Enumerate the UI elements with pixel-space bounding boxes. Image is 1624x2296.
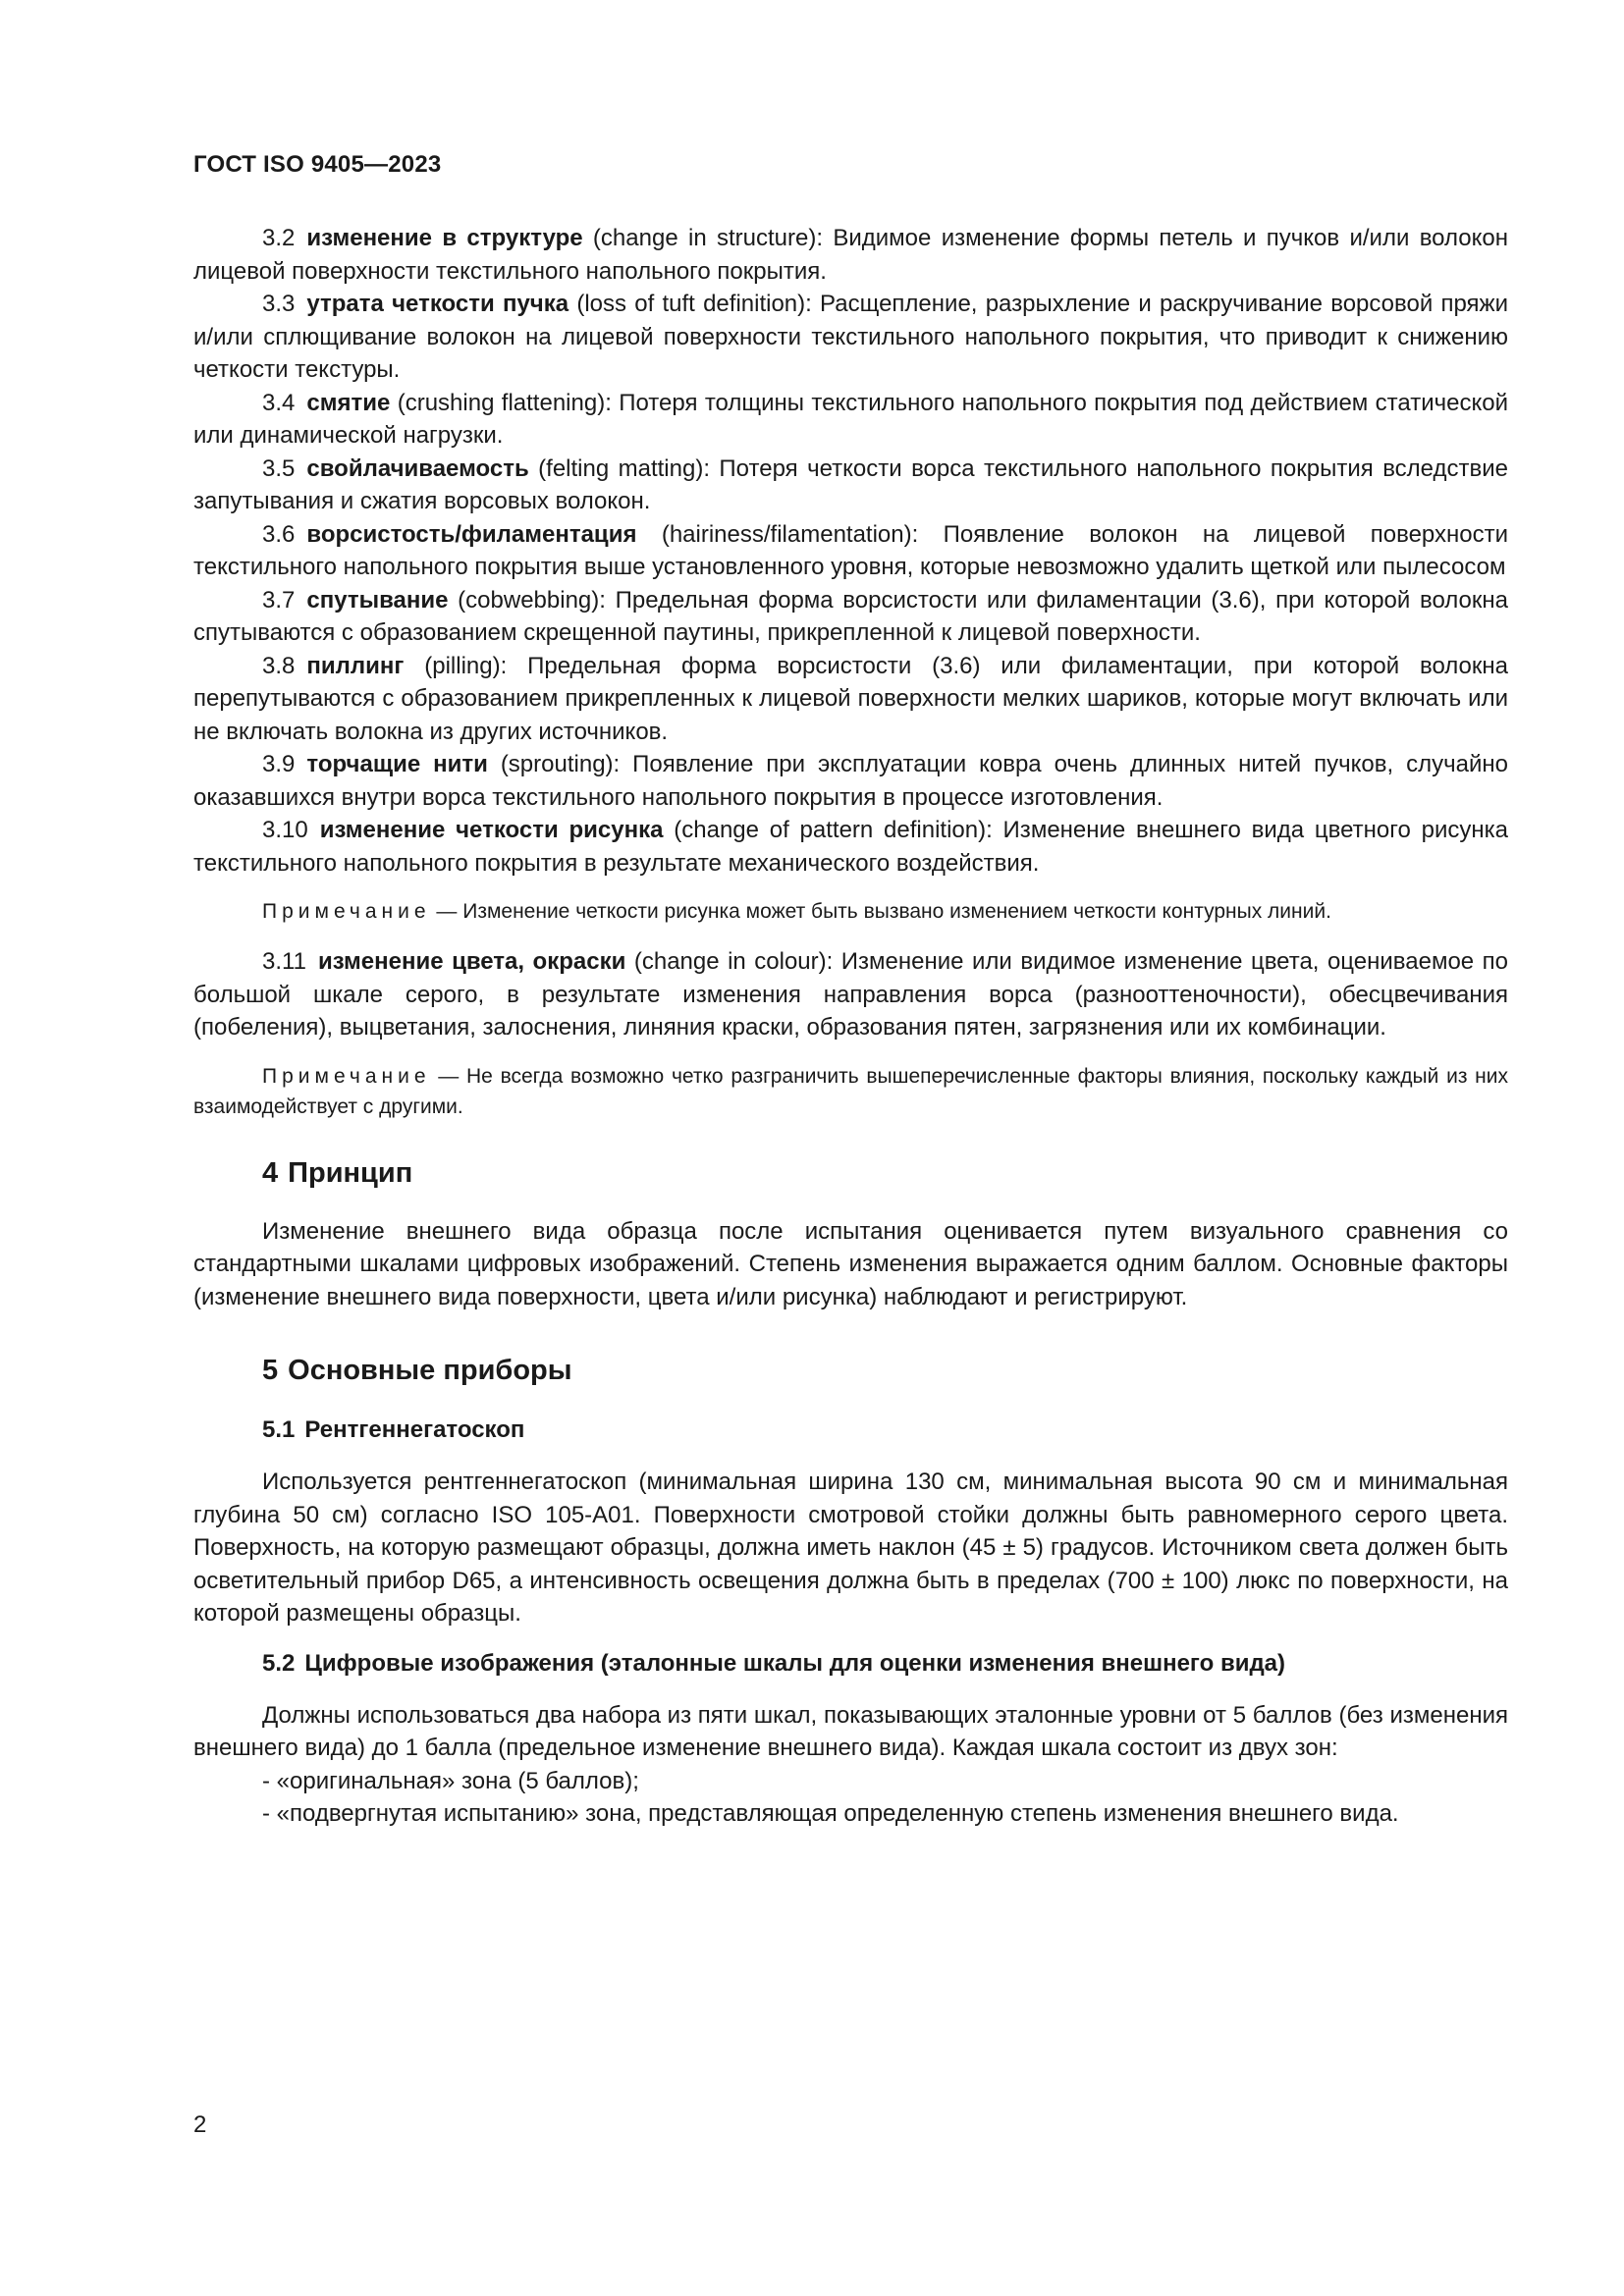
definition-number: 3.11 [262, 948, 306, 975]
definition-text: (felting matting): Потеря четкости ворса текстильного напольного покрытия вследствие запутывания и сжатия ворсовых волокон. [193, 454, 1508, 514]
section-number: 5 [262, 1355, 279, 1386]
definition-number: 3.4 [262, 389, 296, 416]
definition-text: (change in structure): Видимое изменение формы петель и пучков и/или волокон лицевой поверхности текстильного напольного покрытия. [193, 225, 1508, 285]
definition-3-3 [193, 288, 1508, 387]
subsection-title: Цифровые изображения (эталонные шкалы для оценки изменения внешнего вида) [304, 1649, 1286, 1677]
definition-3-7 [193, 584, 1508, 650]
definition-3-11 [193, 945, 1508, 1044]
subsection-5-2-heading [193, 1650, 1508, 1678]
definition-text: (change in colour): Изменение или видимое изменение цвета, оцениваемое по большой шкале серого, в результате изменения направления ворса (разнооттеночности), обесцвечивания (побеления), выцветания, залоснения, линяния краски, образования пятен, загрязнения или их комбинации. [193, 948, 1509, 1041]
section-title: Принцип [288, 1156, 413, 1189]
note-influence-factors [193, 1061, 1508, 1122]
section-number: 4 [262, 1156, 279, 1189]
definition-text: (pilling): Предельная форма ворсистости (3.6) или филаментации, при которой волокна перепутываются с образованием прикрепленных к лицевой поверхности мелких шариков, которые могут включать или не включать волокна из других источников. [193, 652, 1508, 745]
subsection-5-2-text: Должны использоваться два набора из пяти шкал, показывающих эталонные уровни от 5 баллов (без изменения внешнего вида) до 1 балла (предельное изменение внешнего вида). Каждая шкала состоит из двух зон: [193, 1701, 1508, 1761]
section-4-text: Изменение внешнего вида образца после испытания оценивается путем визуального сравнения со стандартными шкалами цифровых изображений. Степень изменения выражается одним баллом. Основные факторы (изменение внешнего вида поверхности, цвета и/или рисунка) наблюдают и регистрируют. [193, 1217, 1508, 1310]
section-5-heading [193, 1355, 1508, 1387]
note-text: — Не всегда возможно четко разграничить вышеперечисленные факторы влияния, поскольку каждый из них взаимодействует с другими. [193, 1064, 1508, 1118]
note-text: — Изменение четкости рисунка может быть вызвано изменением четкости контурных линий. [430, 900, 1331, 923]
list-item: - «подвергнутая испытанию» зона, представляющая определенную степень изменения внешнего вида. [262, 1800, 1399, 1827]
definition-term: ворсистость/филаментация [306, 520, 637, 548]
definition-term: изменение цвета, окраски [317, 948, 626, 975]
subsection-title: Рентгеннегатоскоп [304, 1416, 525, 1443]
definition-3-8 [193, 650, 1508, 749]
definition-number: 3.10 [262, 817, 308, 843]
definition-number: 3.8 [262, 652, 296, 679]
definition-3-2 [193, 222, 1508, 288]
definition-number: 3.3 [262, 291, 296, 317]
subsection-5-1-heading [193, 1416, 1508, 1444]
page-content [193, 222, 1508, 1831]
subsection-number: 5.2 [262, 1649, 296, 1677]
note-label: Примечание [262, 1064, 431, 1088]
definition-number: 3.6 [262, 520, 296, 548]
note-pattern-definition [193, 896, 1508, 927]
definition-term: торчащие нити [306, 751, 488, 777]
definition-term: изменение четкости рисунка [319, 817, 664, 843]
document-header: ГОСТ ISO 9405—2023 [193, 151, 442, 178]
definition-term: изменение в структуре [306, 225, 583, 251]
subsection-number: 5.1 [262, 1416, 296, 1443]
section-title: Основные приборы [288, 1355, 572, 1386]
definition-number: 3.5 [262, 454, 296, 482]
definition-text: (hairiness/filamentation): Появление волокон на лицевой поверхности текстильного напольного покрытия выше установленного уровня, которые невозможно удалить щеткой или пылесосом [193, 520, 1508, 580]
definition-term: утрата четкости пучка [306, 291, 569, 317]
definition-3-4 [193, 387, 1508, 453]
subsection-5-1-text: Используется рентгеннегатоскоп (минимальная ширина 130 см, минимальная высота 90 см и минимальная глубина 50 см) согласно ISO 105-A01. Поверхности смотровой стойки должны быть равномерного серого цвета. Поверхность, на которую размещают образцы, должна иметь наклон (45 ± 5) градусов. Источником света должен быть осветительный прибор D65, а интенсивность освещения должна быть в пределах (700 ± 100) люкс по поверхности, на которой размещены образцы. [193, 1468, 1508, 1627]
definition-term: смятие [306, 389, 391, 416]
definition-term: свойлачиваемость [306, 454, 529, 482]
definition-text: (crushing flattening): Потеря толщины текстильного напольного покрытия под действием статической или динамической нагрузки. [193, 389, 1508, 449]
definition-term: пиллинг [306, 652, 405, 679]
section-4-heading [193, 1157, 1508, 1190]
definition-number: 3.2 [262, 225, 296, 251]
note-label: Примечание [262, 900, 431, 923]
definition-text: (change of pattern definition): Изменение внешнего вида цветного рисунка текстильного напольного покрытия в результате механического воздействия. [193, 817, 1508, 877]
definition-text: (cobwebbing): Предельная форма ворсистости или филаментации (3.6), при которой волокна спутываются с образованием скрещенной паутины, прикрепленной к лицевой поверхности. [193, 586, 1508, 646]
definition-text: (loss of tuft definition): Расщепление, разрыхление и раскручивание ворсовой пряжи и/или сплющивание волокон на лицевой поверхности текстильного напольного покрытия, что приводит к снижению четкости текстуры. [193, 291, 1508, 383]
definition-3-9 [193, 748, 1508, 814]
definition-3-5 [193, 453, 1508, 518]
definition-term: спутывание [306, 586, 449, 614]
definition-3-6 [193, 518, 1508, 584]
definition-number: 3.9 [262, 751, 296, 777]
list-item: - «оригинальная» зона (5 баллов); [262, 1767, 639, 1794]
page-number: 2 [193, 2111, 207, 2138]
definition-number: 3.7 [262, 586, 296, 614]
definition-text: (sprouting): Появление при эксплуатации ковра очень длинных нитей пучков, случайно оказавшихся внутри ворса текстильного напольного покрытия в процессе изготовления. [193, 751, 1509, 811]
definition-3-10 [193, 814, 1508, 880]
